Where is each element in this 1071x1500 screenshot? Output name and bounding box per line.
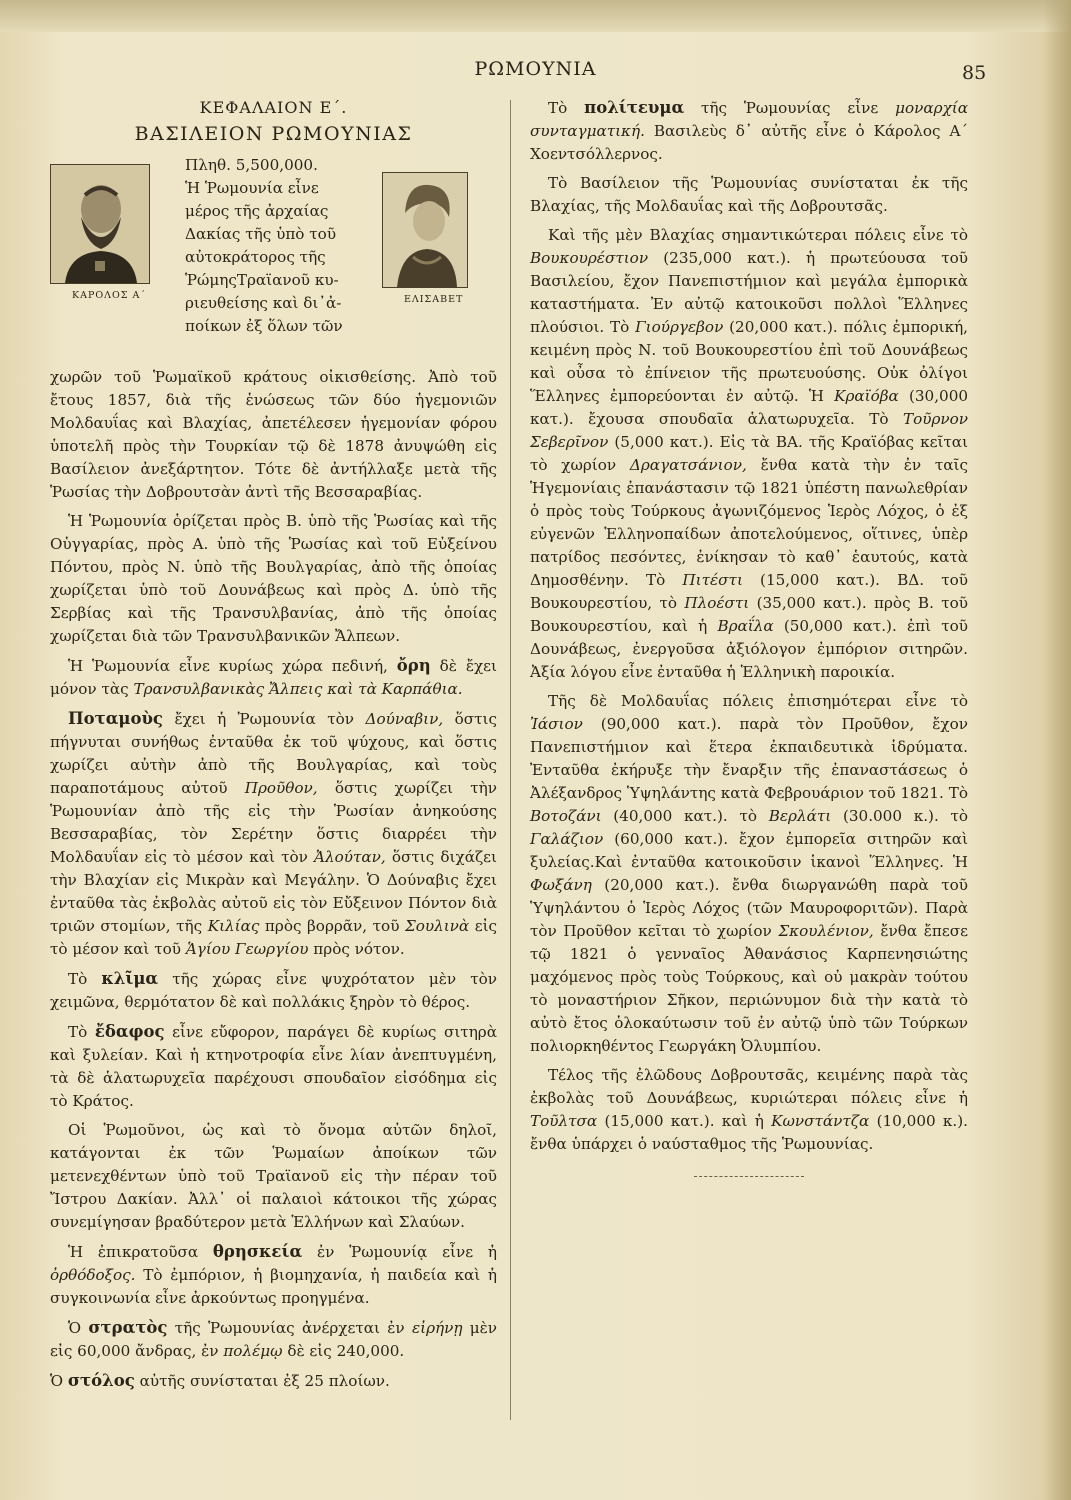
page-top-edge bbox=[0, 0, 1071, 32]
intro-line: ποίκων ἐξ ὅλων τῶν bbox=[185, 317, 343, 335]
keyword-soil: ἔδαφος bbox=[94, 1022, 165, 1041]
portrait-block bbox=[50, 154, 497, 366]
chapter-title: ΒΑΣΙΛΕΙΟΝ ΡΩΜΟΥΝΙΑΣ bbox=[134, 123, 413, 145]
paragraph-moldavia-cities: Τῆς δὲ Μολδαυΐας πόλεις ἐπισημότεραι εἶνε τὸ Ἰάσιον (90,000 κατ.). παρὰ τὸν Προῦθον, ἔχον Πανεπιστήμιον καὶ ἕτερα ἐκπαιδευτικὰ ἱδρύματα. Ἐνταῦθα ἐκήρυξε τὴν ἔναρξιν τῆς ἐπαναστάσεως ὁ Ἀλέξανδρος Ὑψηλάντης κατὰ Φεβρουάριον τοῦ 1821. Τὸ Βοτοζάνι (40,000 κατ.). τὸ Βερλάτι (30.000 κ.). τὸ Γαλάζιον (60,000 κατ.). ἔχον ἐμπορεῖα σιτηρῶν καὶ ξυλείας.Καὶ ἐνταῦθα κατοικοῦσιν ἱκανοὶ Ἕλληνες. Ἡ Φωξάνη (20,000 κατ.). ἔνθα διωργανώθη παρὰ τοῦ Ὑψηλάντου ὁ Ἱερὸς Λόχος (τῶν Μαυροφοριτῶν). Παρὰ τὸν Προῦθον κεῖται τὸ χωρίον Σκουλένιον, ἔνθα ἔπεσε τῷ 1821 ὁ γενναῖος Ἀθανάσιος Καρπενησιώτης μαχόμενος πρὸς τοὺς Τούρκους, καὶ οὐ μακρὰν τούτου τὸ μοναστήριον Σῆκον, περιώνυμον διὰ τὴν κατὰ τὸ αὐτὸ ἔτος ὁλοκαύτωσιν τοῦ ἐν αὐτῷ ὑπὸ τῶν Τούρκων πολιορκηθέντος Γεωργάκη Ὀλυμπίου. bbox=[530, 692, 969, 1055]
keyword-religion: θρησκεία bbox=[212, 1242, 303, 1261]
paragraph-army: Ὁ στρατὸς τῆς Ῥωμουνίας ἀνέρχεται ἐν εἰρήνῃ μὲν εἰς 60,000 ἄνδρας, ἐν πολέμῳ δὲ εἰς 240,000. bbox=[50, 1318, 498, 1360]
right-column bbox=[530, 96, 968, 1177]
paragraph-history: χωρῶν τοῦ Ῥωμαϊκοῦ κράτους οἰκισθείσης. Ἀπὸ τοῦ ἔτους 1857, διὰ τῆς ἑνώσεως τῶν δύο ἡγεμονιῶν Μολδαυΐας καὶ Βλαχίας, ἀπετέλεσεν ἡγεμονίαν φόρου ὑποτελῆ πρὸς τὴν Τουρκίαν τῷ δὲ 1878 ἀνυψώθη εἰς Βασίλειον ἀνεξάρτητον. Τότε δὲ ἀντήλλαξε μετὰ τῆς Ῥωσίας τὴν Δοβρουτσὰν ἀντὶ τῆς Βεσσαραβίας. bbox=[50, 368, 497, 501]
king-portrait-image bbox=[50, 164, 150, 284]
intro-line: ῬώμηςΤραϊανοῦ κυ- bbox=[185, 271, 339, 289]
intro-line: μέρος τῆς ἀρχαίας bbox=[185, 202, 329, 220]
queen-caption: ΕΛΙΣΑΒΕΤ bbox=[404, 294, 464, 305]
intro-line: ριευθείσης καὶ δι᾽ἀ- bbox=[185, 294, 342, 312]
page-number: 85 bbox=[962, 62, 987, 84]
paragraph-borders: Ἡ Ῥωμουνία ὁρίζεται πρὸς Β. ὑπὸ τῆς Ῥωσίας καὶ τῆς Οὑγγαρίας, πρὸς Α. ὑπὸ τῆς Ῥωσίας καὶ τοῦ Εὐξείνου Πόντου, πρὸς Ν. ὑπὸ τῆς Βουλγαρίας, ἀπὸ τῆς ὁποίας χωρίζεται ὑπὸ τοῦ Δουνάβεως καὶ πρὸς Δ. ὑπὸ τῆς Σερβίας καὶ τῆς Τρανσυλβανίας, ἀπὸ τῆς ὁποίας χωρίζεται διὰ τῶν Τρανσυλβανικῶν Ἄλπεων. bbox=[50, 512, 497, 645]
paragraph-rivers: Ποταμοὺς ἔχει ἡ Ῥωμουνία τὸν Δούναβιν, ὅστις πήγνυται συνήθως ἐνταῦθα ἐκ τοῦ ψύχους, καὶ ὅστις χωρίζει αὐτὴν ἀπὸ τῆς Βουλγαρίας, καὶ τοὺς παραποτάμους αὐτοῦ Προῦθον, ὅστις χωρίζει τὴν Ῥωμουνίαν ἀπὸ τῆς εἰς τὴν Ῥωσίαν ἀνηκούσης Βεσσαραβίας, τὸν Σερέτην ὅστις διαρρέει τὴν Μολδαυΐαν εἰς τὸ μέσον καὶ τὸν Ἀλούταν, ὅστις διχάζει τὴν Βλαχίαν εἰς Μικρὰν καὶ Μεγάλην. Ὁ Δούναβις ἔχει ἐνταῦθα τὰς ἐκβολὰς αὐτοῦ εἰς τὸν Εὔξεινον Πόντον διὰ τριῶν στομίων, τῆς Κιλίας πρὸς βορρᾶν, τοῦ Σουλινὰ εἰς τὸ μέσον καὶ τοῦ Ἁγίου Γεωργίου πρὸς νότον. bbox=[50, 709, 498, 958]
keyword-fleet: στόλος bbox=[67, 1371, 135, 1390]
intro-line: Ἡ Ῥωμουνία εἶνε bbox=[185, 179, 319, 197]
paragraph-government: Τὸ πολίτευμα τῆς Ῥωμουνίας εἶνε μοναρχία συνταγματική. Βασιλεὺς δ᾽ αὐτῆς εἶνε ὁ Κάρολος Α΄ Χοεντσόλλερνος. bbox=[530, 98, 969, 163]
intro-line: Δακίας τῆς ὑπὸ τοῦ bbox=[185, 225, 337, 243]
paragraph-religion: Ἡ ἐπικρατοῦσα θρησκεία ἐν Ῥωμουνίᾳ εἶνε ἡ ὀρθόδοξος. Τὸ ἐμπόριον, ἡ βιομηχανία, ἡ παιδεία καὶ ἡ συγκοινωνία εἶνε ἀρκούντως προηγμένα. bbox=[50, 1242, 498, 1307]
column-divider bbox=[510, 100, 511, 1420]
population-intro bbox=[185, 154, 365, 338]
paragraph-mountains: Ἡ Ῥωμουνία εἶνε κυρίως χώρα πεδινή, ὄρη δὲ ἔχει μόνον τὰς Τρανσυλβανικὰς Ἄλπεις καὶ τὰ Καρπάθια. bbox=[50, 656, 497, 698]
paragraph-climate: Τὸ κλῖμα τῆς χώρας εἶνε ψυχρότατον μὲν τὸν χειμῶνα, θερμότατον δὲ καὶ πολλάκις ξηρὸν τὸ θέρος. bbox=[50, 969, 498, 1011]
intro-line: Πληθ. 5,500,000. bbox=[185, 156, 318, 174]
keyword-rivers: Ποταμοὺς bbox=[68, 709, 163, 728]
page-right-edge bbox=[1043, 0, 1071, 1500]
paragraph-fleet: Ὁ στόλος αὐτῆς συνίσταται ἐξ 25 πλοίων. bbox=[50, 1371, 390, 1390]
intro-line: αὐτοκράτορος τῆς bbox=[185, 248, 326, 266]
queen-portrait-image bbox=[382, 172, 468, 288]
paragraph-composition: Τὸ Βασίλειον τῆς Ῥωμουνίας συνίσταται ἐκ τῆς Βλαχίας, τῆς Μολδαυΐας καὶ τῆς Δοβρουτσᾶς. bbox=[530, 174, 968, 215]
king-caption: ΚΑΡΟΛΟΣ Α΄ bbox=[72, 290, 147, 301]
paragraph-wallachia-cities: Καὶ τῆς μὲν Βλαχίας σημαντικώτεραι πόλεις εἶνε τὸ Βουκουρέστιον (235,000 κατ.). ἡ πρωτεύουσα τοῦ Βασιλείου, ἔχον Πανεπιστήμιον καὶ μεγάλα ἐμπορικὰ καταστήματα. Ἐν αὐτῷ κατοικοῦσι πολλοὶ Ἕλληνες πλούσιοι. Τὸ Γιούργεβον (20,000 κατ.). πόλις ἐμπορική, κειμένη πρὸς Ν. τοῦ Βουκουρεστίου ἐπὶ τοῦ Δουνάβεως καὶ οὖσα τὸ ἐπίνειον τῆς πρωτευούσης. Οὐκ ὀλίγοι Ἕλληνες ἐμπορεύονται ἐν αὐτῷ. Ἡ Κραϊόβα (30,000 κατ.). ἔχουσα σπουδαῖα ἁλατωρυχεῖα. Τὸ Τοῦρνον Σεβερῖνον (5,000 κατ.). Εἰς τὰ ΒΑ. τῆς Κραϊόβας κεῖται τὸ χωρίον Δραγατσάνιον, ἔνθα κατὰ τὴν ἐν ταῖς Ἡγεμονίαις ἐπανάστασιν τῷ 1821 ὑπέστη πανωλεθρίαν ὁ πρὸς τοὺς Τούρκους ἀγωνιζόμενος Ἱερὸς Λόχος, ὁ ἐξ εὐγενῶν Ἑλληνοπαίδων ἀποτελούμενος, οἵτινες, ὑπὲρ πατρίδος πεσόντες, ἐνίκησαν τὸ καθ᾽ ἑαυτούς, κατὰ Δημοσθένην. Τὸ Πιτέστι (15,000 κατ.). ΒΔ. τοῦ Βουκουρεστίου, τὸ Πλοέστι (35,000 κατ.). πρὸς Β. τοῦ Βουκουρεστίου, καὶ ἡ Βραΐλα (50,000 κατ.). ἐπὶ τοῦ Δουνάβεως, ἐνεργοῦσα ἀξιόλογον ἐμπόριον σιτηρῶν. Ἀξία λόγου εἶνε ἐνταῦθα ἡ Ἑλληνικὴ παροικία. bbox=[530, 226, 969, 681]
left-column bbox=[50, 96, 497, 1399]
end-rule bbox=[694, 1176, 804, 1177]
keyword-government: πολίτευμα bbox=[584, 98, 685, 117]
keyword-mountains: ὄρη bbox=[396, 656, 431, 675]
paragraph-dobruja-cities: Τέλος τῆς ἐλῶδους Δοβρουτσᾶς, κειμένης παρὰ τὰς ἐκβολὰς τοῦ Δουνάβεως, κυριώτεραι πόλεις εἶνε ἡ Τοῦλτσα (15,000 κατ.). καὶ ἡ Κωνστάντζα (10,000 κ.). ἔνθα ὑπάρχει ὁ ναύσταθμος τῆς Ῥωμουνίας. bbox=[530, 1066, 968, 1153]
paragraph-people: Οἱ Ῥωμοῦνοι, ὡς καὶ τὸ ὄνομα αὐτῶν δηλοῖ, κατάγονται ἐκ τῶν Ῥωμαίων ἀποίκων τῶν μετενεχθέντων ὑπὸ τοῦ Τραϊανοῦ εἰς τὴν πέραν τοῦ Ἴστρου Δακίαν. Ἀλλ᾽ οἱ παλαιοὶ κάτοικοι τῆς χώρας συνεμίγησαν βραδύτερον μετὰ Ἑλλήνων καὶ Σλαύων. bbox=[50, 1121, 497, 1231]
paragraph-soil: Τὸ ἔδαφος εἶνε εὔφορον, παράγει δὲ κυρίως σιτηρὰ καὶ ξυλείαν. Καὶ ἡ κτηνοτροφία εἶνε λίαν ἀνεπτυγμένη, τὰ δὲ ἁλατωρυχεῖα παρέχουσι σπουδαῖον εἰσόδημα εἰς τὸ Κράτος. bbox=[50, 1022, 497, 1110]
chapter-label: ΚΕΦΑΛΑΙΟΝ Ε΄. bbox=[199, 98, 348, 117]
keyword-climate: κλῖμα bbox=[101, 969, 159, 988]
running-head: ΡΩΜΟΥΝΙΑ bbox=[474, 58, 597, 80]
keyword-army: στρατὸς bbox=[88, 1318, 168, 1337]
